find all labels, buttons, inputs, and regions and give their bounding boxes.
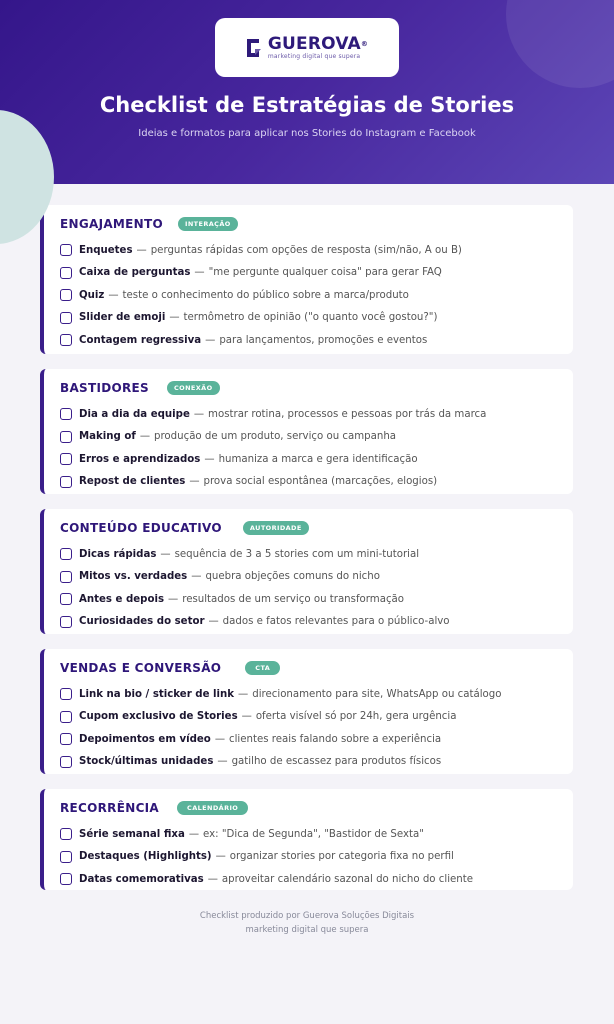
checklist-item: Depoimentos em vídeo — clientes reais falando sobre a experiência — [60, 728, 573, 751]
checklist-item: Dicas rápidas — sequência de 3 a 5 stories com um mini-tutorial — [60, 543, 573, 566]
checkbox[interactable] — [60, 873, 72, 885]
checkbox[interactable] — [60, 828, 72, 840]
checklist-item: Mitos vs. verdades — quebra objeções comuns do nicho — [60, 566, 573, 589]
checkbox[interactable] — [60, 476, 72, 488]
section-vendas-conversao — [40, 649, 573, 774]
section-badge: CONEXÃO — [167, 381, 220, 395]
checklist-item: Contagem regressiva — para lançamentos, promoções e eventos — [60, 329, 573, 352]
checklist-item: Dia a dia da equipe — mostrar rotina, processos e pessoas por trás da marca — [60, 403, 573, 426]
checklist-item: Datas comemorativas — aproveitar calendário sazonal do nicho do cliente — [60, 868, 573, 891]
checklist-item: Enquetes — perguntas rápidas com opções de resposta (sim/não, A ou B) — [60, 239, 573, 262]
page-subtitle: Ideias e formatos para aplicar nos Stories do Instagram e Facebook — [138, 128, 476, 139]
checklist-item: Série semanal fixa — ex: "Dica de Segunda", "Bastidor de Sexta" — [60, 823, 573, 846]
checklist-item: Erros e aprendizados — humaniza a marca e gera identificação — [60, 448, 573, 471]
checklist-item: Destaques (Highlights) — organizar stories por categoria fixa no perfil — [60, 846, 573, 869]
section-recorrencia — [40, 789, 573, 890]
checkbox[interactable] — [60, 244, 72, 256]
section-conteudo-educativo — [40, 509, 573, 634]
section-title: BASTIDORES — [60, 381, 149, 395]
checkbox[interactable] — [60, 453, 72, 465]
checkbox[interactable] — [60, 571, 72, 583]
section-bastidores — [40, 369, 573, 494]
hero-banner — [0, 0, 614, 184]
checklist-item: Quiz — teste o conhecimento do público sobre a marca/produto — [60, 284, 573, 307]
checklist-item: Slider de emoji — termômetro de opinião ("o quanto você gostou?") — [60, 307, 573, 330]
section-badge: CTA — [245, 661, 280, 675]
checklist-item: Stock/últimas unidades — gatilho de escassez para produtos físicos — [60, 751, 573, 774]
checklist-item: Cupom exclusivo de Stories — oferta visível só por 24h, gera urgência — [60, 706, 573, 729]
checklist-item: Making of — produção de um produto, serviço ou campanha — [60, 426, 573, 449]
checkbox[interactable] — [60, 756, 72, 768]
footer-tagline: marketing digital que supera — [245, 925, 369, 935]
checklist-item: Link na bio / sticker de link — direcionamento para site, WhatsApp ou catálogo — [60, 683, 573, 706]
checkbox[interactable] — [60, 334, 72, 346]
checkbox[interactable] — [60, 548, 72, 560]
checkbox[interactable] — [60, 408, 72, 420]
checkbox[interactable] — [60, 851, 72, 863]
section-badge: INTERAÇÃO — [178, 217, 238, 231]
logo-wordmark: GUEROVA® — [267, 33, 369, 54]
checklist-item: Curiosidades do setor — dados e fatos relevantes para o público-alvo — [60, 611, 573, 634]
checkbox[interactable] — [60, 593, 72, 605]
section-title: RECORRÊNCIA — [60, 801, 160, 815]
checkbox[interactable] — [60, 733, 72, 745]
section-badge: CALENDÁRIO — [177, 801, 248, 815]
page-title: Checklist de Estratégias de Stories — [99, 93, 515, 117]
checkbox[interactable] — [60, 688, 72, 700]
section-badge: AUTORIDADE — [243, 521, 309, 535]
footer — [0, 909, 614, 937]
logo-tagline: marketing digital que supera — [267, 52, 361, 60]
section-title: ENGAJAMENTO — [60, 217, 163, 231]
checkbox[interactable] — [60, 711, 72, 723]
section-engajamento — [40, 205, 573, 354]
checkbox[interactable] — [60, 616, 72, 628]
guerova-logo-icon — [246, 38, 262, 58]
section-title: VENDAS E CONVERSÃO — [60, 661, 222, 675]
logo — [246, 35, 368, 61]
checklist-item: Repost de clientes — prova social espontânea (marcações, elogios) — [60, 471, 573, 494]
footer-credit: Checklist produzido por Guerova Soluções Digitais — [199, 911, 415, 921]
checkbox[interactable] — [60, 431, 72, 443]
logo-card — [215, 18, 399, 77]
decorative-circle — [506, 0, 614, 88]
checkbox[interactable] — [60, 267, 72, 279]
section-title: CONTEÚDO EDUCATIVO — [60, 521, 222, 535]
checkbox[interactable] — [60, 289, 72, 301]
checklist-item: Antes e depois — resultados de um serviço ou transformação — [60, 588, 573, 611]
checkbox[interactable] — [60, 312, 72, 324]
checklist-item: Caixa de perguntas — "me pergunte qualquer coisa" para gerar FAQ — [60, 262, 573, 285]
